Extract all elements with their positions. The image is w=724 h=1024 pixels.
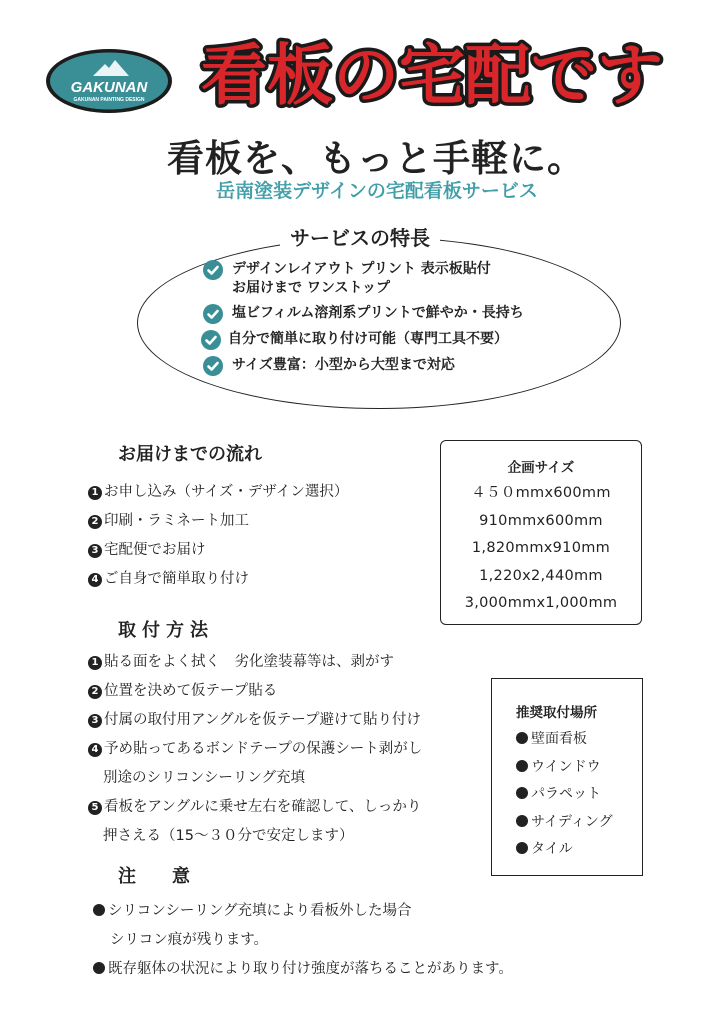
check-circle-icon [201,330,221,350]
flow-step: 4 ご自身で簡単取り付け [88,565,348,594]
place-item: パラペット [516,781,642,809]
install-step-continuation: 押さえる（15〜３０分で安定します） [103,828,354,844]
install-step: 1 貼る面をよく拭く 劣化塗装幕等は、剥がす [88,648,422,677]
note-continuation: シリコン痕が残ります。 [110,932,269,948]
sizes-title: 企画サイズ [507,460,575,476]
install-step: 4 予め貼ってあるボンドテープの保護シート剥がし [88,735,422,764]
logo-tagline: GAKUNAN PAINTING DESIGN [73,97,145,103]
feature-item: 自分で簡単に取り付け可能（専門工具不要） [201,330,524,350]
place-item: タイル [516,836,642,864]
places-title: 推奨取付場所 [516,705,597,721]
logo-name: GAKUNAN [70,79,148,96]
notes-title: 注 意 [118,866,190,887]
place-item: ウインドウ [516,754,642,782]
install-steps [88,648,422,851]
features-list [203,260,524,382]
place-item: 壁面看板 [516,726,642,754]
service-line: 岳南塗装デザインの宅配看板サービス [216,180,538,202]
features-title: サービスの特長 [280,222,440,251]
place-item: サイディング [516,809,642,837]
size-item: 910mmx600mm [479,512,603,529]
check-circle-icon [203,304,223,324]
places-list [516,726,642,864]
flow-steps [88,478,348,594]
check-circle-icon [203,356,223,376]
flow-step: 1 お申し込み（サイズ・デザイン選択） [88,478,348,507]
note-item: 既存躯体の状況により取り付け強度が落ちることがあります。 [93,955,513,984]
size-item: ４５０mmx600mm [471,485,611,501]
page-subtitle: 看板を、もっと手軽に。 [167,137,585,180]
size-item: 3,000mmx1,000mm [464,595,618,611]
notes-list [93,897,513,984]
feature-item: サイズ豊富：小型から大型まで対応 [203,356,524,376]
flow-step: 3 宅配便でお届け [88,536,348,565]
install-step: 5 看板をアングルに乗せ左右を確認して、しっかり [88,793,422,822]
headline [182,28,682,118]
size-item: 1,220x2,440mm [479,567,603,584]
sizes-box [440,440,642,625]
size-item: 1,820mmx910mm [471,540,611,556]
feature-item: 塩ビフィルム溶剤系プリントで鮮やか・長持ち [203,304,524,324]
install-title: 取付方法 [118,620,214,641]
flow-step: 2 印刷・ラミネート加工 [88,507,348,536]
headline-text: 看板の宅配です [201,37,663,114]
feature-item: デザインレイアウト プリント 表示板貼付 お届けまで ワンストップ [203,260,524,298]
note-item: シリコンシーリング充填により看板外した場合 [93,897,513,926]
install-step: 3 付属の取付用アングルを仮テープ避けて貼り付け [88,706,422,735]
install-step-continuation: 別途のシリコンシーリング充填 [103,770,306,786]
places-box [491,678,643,876]
company-logo [45,48,173,114]
check-circle-icon [203,260,223,280]
install-step: 2 位置を決めて仮テープ貼る [88,677,422,706]
flow-title: お届けまでの流れ [118,444,262,465]
